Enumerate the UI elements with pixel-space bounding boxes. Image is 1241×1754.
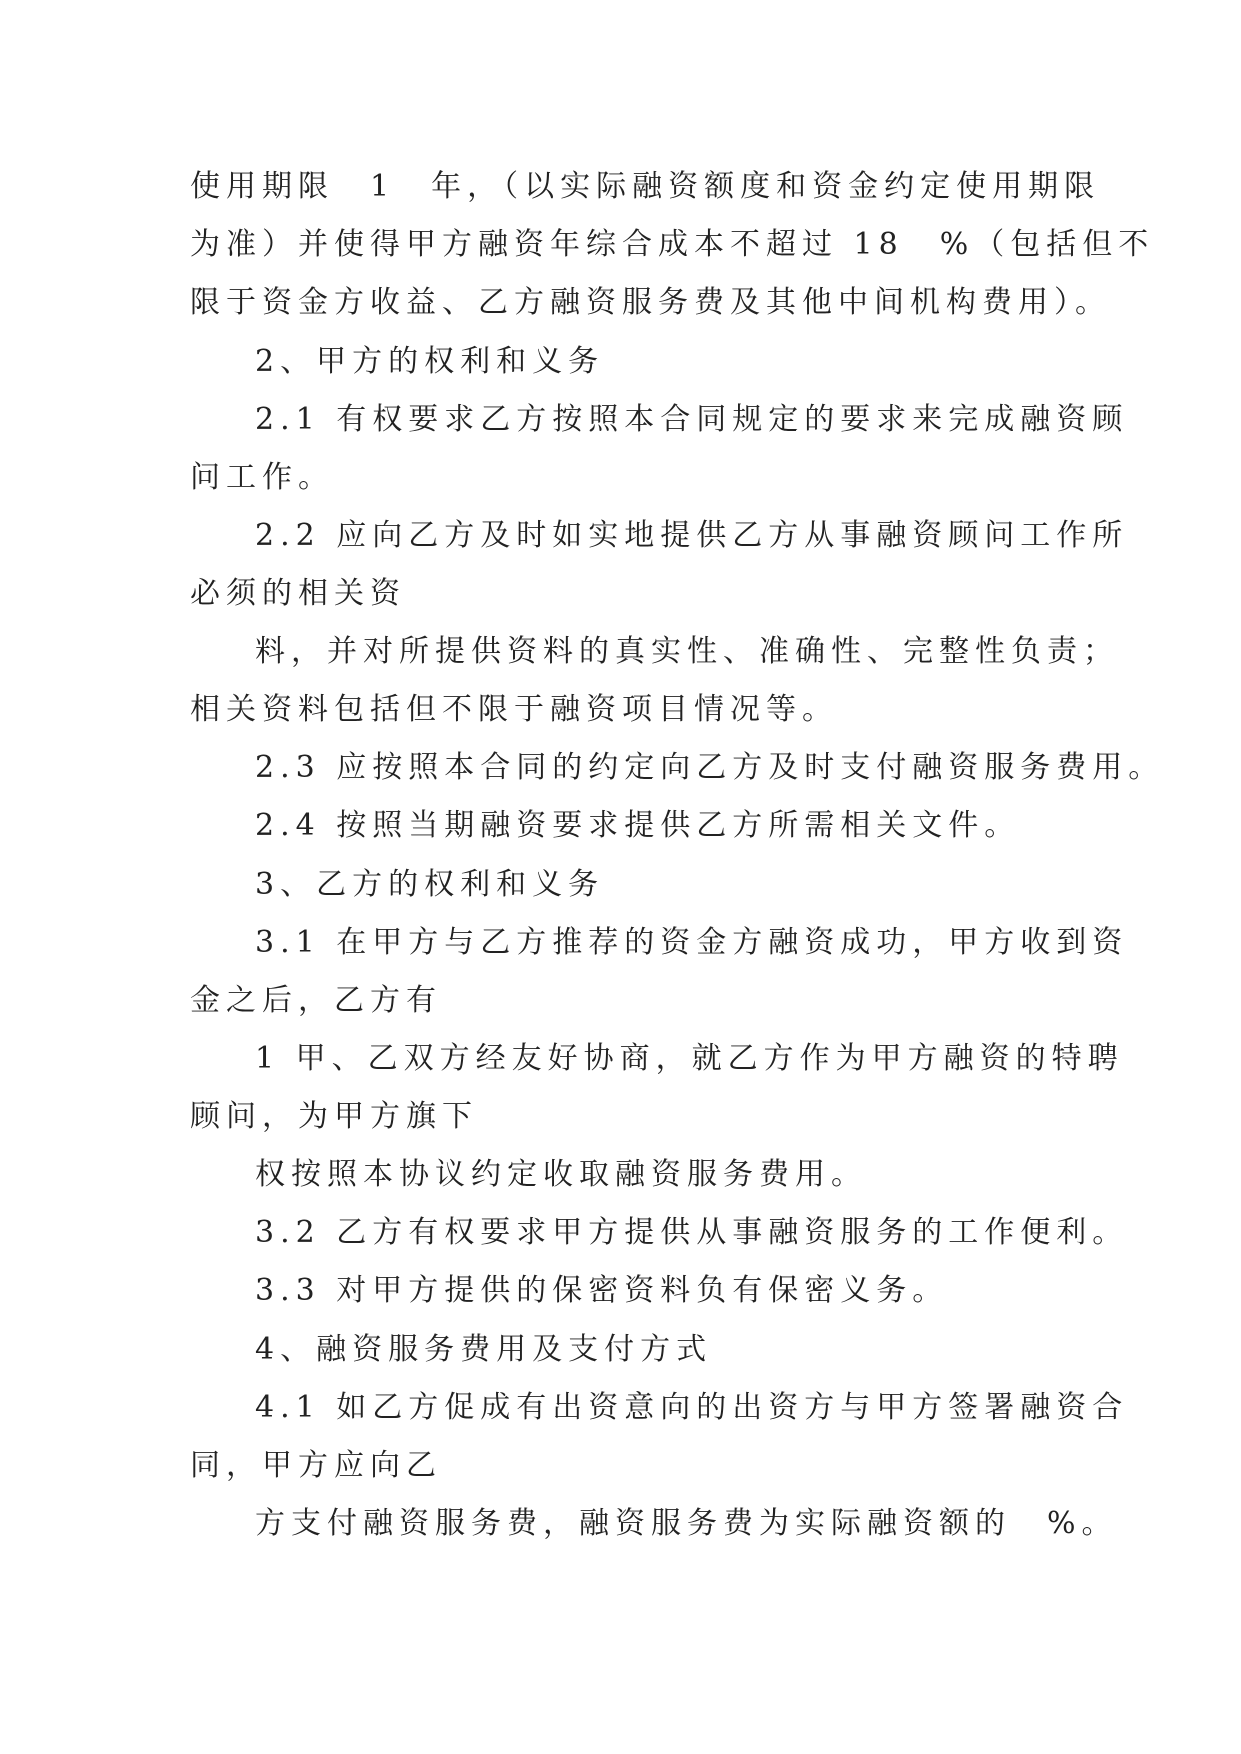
- text-line: 同，甲方应向乙: [190, 1448, 442, 1483]
- text-line: 金之后，乙方有: [190, 983, 442, 1018]
- text-line: 1 甲、乙双方经友好协商，就乙方作为甲方融资的特聘: [255, 1041, 1124, 1076]
- text-line: 3.2 乙方有权要求甲方提供从事融资服务的工作便利。: [255, 1215, 1129, 1250]
- text-line: 限于资金方收益、乙方融资服务费及其他中间机构费用）。: [190, 285, 1111, 320]
- text-line: 料，并对所提供资料的真实性、准确性、完整性负责；: [255, 634, 1119, 669]
- text-line: 3.1 在甲方与乙方推荐的资金方融资成功，甲方收到资: [255, 925, 1129, 960]
- text-line: 权按照本协议约定收取融资服务费用。: [255, 1157, 867, 1192]
- text-line: 4.1 如乙方促成有出资意向的出资方与甲方签署融资合: [255, 1390, 1129, 1425]
- text-line: 问工作。: [190, 460, 334, 495]
- text-line: 2.4 按照当期融资要求提供乙方所需相关文件。: [255, 808, 1021, 843]
- text-line: 顾问，为甲方旗下: [190, 1099, 478, 1134]
- text-line: 2.2 应向乙方及时如实地提供乙方从事融资顾问工作所: [255, 518, 1129, 553]
- section-heading: 4、融资服务费用及支付方式: [255, 1332, 713, 1367]
- text-line: 使用期限 1 年，（以实际融资额度和资金约定使用期限: [190, 169, 1101, 204]
- text-line: 3.3 对甲方提供的保密资料负有保密义务。: [255, 1273, 949, 1308]
- text-line: 为准）并使得甲方融资年综合成本不超过 18 %（包括但不: [190, 227, 1155, 262]
- text-line: 方支付融资服务费，融资服务费为实际融资额的 %。: [255, 1506, 1118, 1541]
- text-line: 必须的相关资: [190, 576, 406, 611]
- text-line: 2.1 有权要求乙方按照本合同规定的要求来完成融资顾: [255, 402, 1129, 437]
- section-heading: 3、乙方的权利和义务: [255, 867, 605, 902]
- text-line: 2.3 应按照本合同的约定向乙方及时支付融资服务费用。: [255, 750, 1165, 785]
- section-heading: 2、甲方的权利和义务: [255, 344, 605, 379]
- text-line: 相关资料包括但不限于融资项目情况等。: [190, 692, 838, 727]
